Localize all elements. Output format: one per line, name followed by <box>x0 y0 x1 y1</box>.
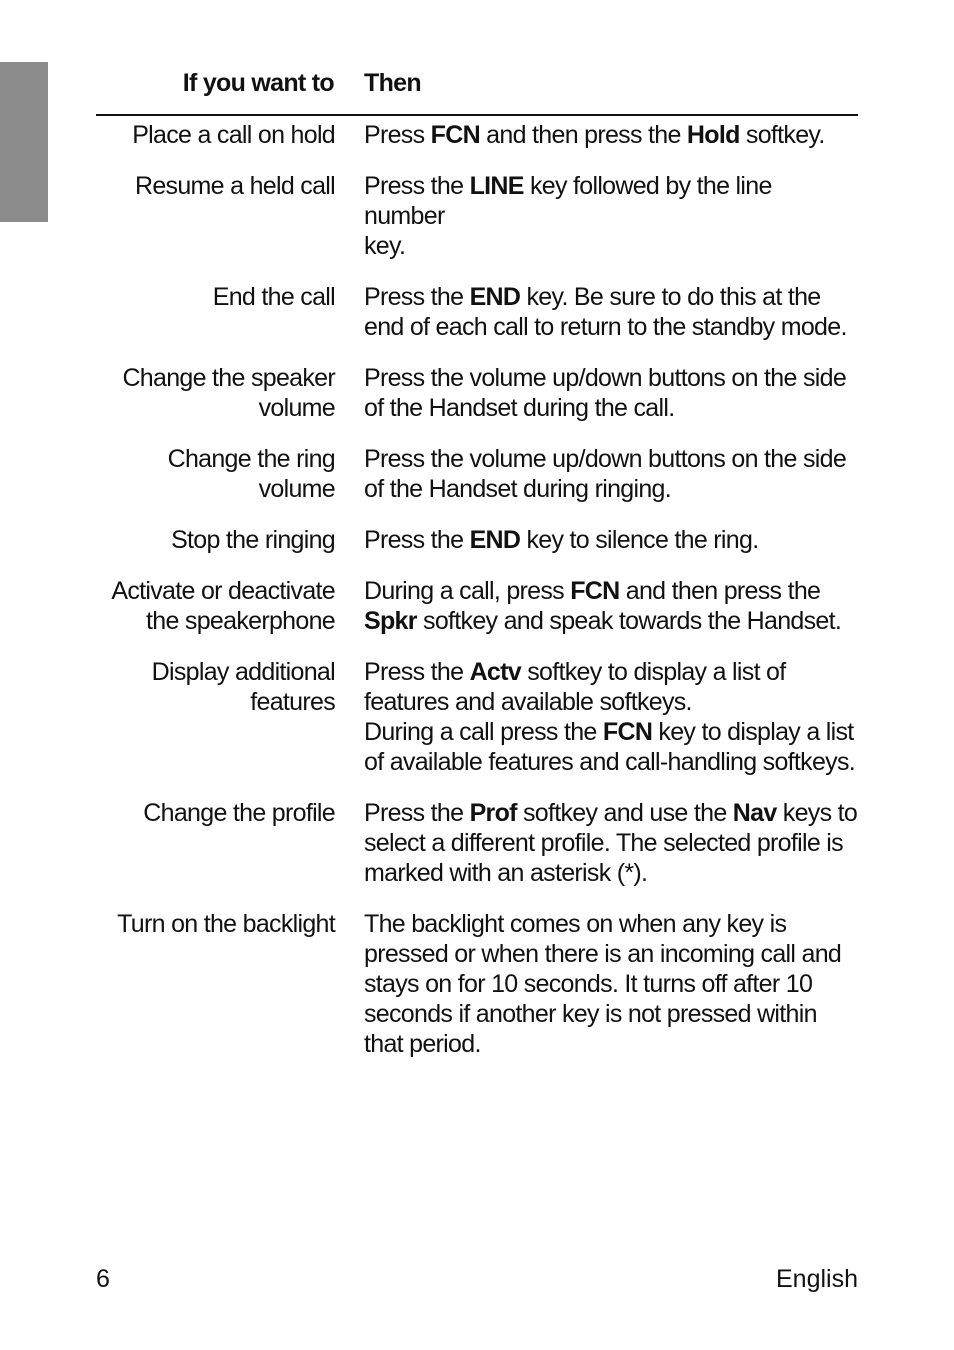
action-cell: Change the speaker volume <box>122 364 335 422</box>
action-cell: End the call <box>212 283 335 311</box>
key-name: LINE <box>469 172 524 200</box>
instruction-cell <box>364 120 858 150</box>
table-row <box>96 282 858 342</box>
action-cell: Display additional features <box>151 658 335 716</box>
instruction-cell <box>364 282 858 342</box>
instruction-text: Press the <box>364 658 470 686</box>
table-row <box>96 657 858 777</box>
instruction-cell <box>364 576 858 636</box>
instruction-text: softkey to display a list of features and available softkeys. During a call press the <box>364 658 786 746</box>
key-name: END <box>469 526 521 554</box>
instruction-table <box>96 120 858 1080</box>
key-name: Nav <box>732 799 777 827</box>
key-name: Spkr <box>364 607 417 635</box>
instruction-text: Press the <box>364 283 470 311</box>
table-row <box>96 525 858 555</box>
key-name: Prof <box>469 799 517 827</box>
instruction-text: Press the volume up/down buttons on the side of the Handset during ringing. <box>364 445 847 503</box>
instruction-text: key followed by the line number key. <box>364 172 772 260</box>
instruction-text: key. Be sure to do this at the end of each call to return to the standby mode. <box>364 283 847 341</box>
instruction-text: Press the volume up/down buttons on the side of the Handset during the call. <box>364 364 847 422</box>
instruction-cell <box>364 363 858 423</box>
table-row <box>96 120 858 150</box>
action-cell: Resume a held call <box>134 172 335 200</box>
action-cell: Stop the ringing <box>171 526 335 554</box>
instruction-text: softkey and speak towards the Handset. <box>416 607 842 635</box>
instruction-text: Press <box>364 121 431 149</box>
instruction-text: Press the <box>364 799 470 827</box>
key-name: Actv <box>469 658 521 686</box>
key-name: FCN <box>602 718 653 746</box>
table-row <box>96 909 858 1059</box>
table-row <box>96 798 858 888</box>
key-name: Hold <box>686 121 740 149</box>
instruction-text: Press the <box>364 526 470 554</box>
table-header <box>96 64 858 116</box>
instruction-cell <box>364 798 858 888</box>
instruction-text: The backlight comes on when any key is pressed or when there is an incoming call and stays on for 10 seconds. It turns off after 10 seconds if another key is not pressed within that period. <box>364 910 842 1058</box>
instruction-cell <box>364 657 858 777</box>
instruction-text: key to display a list of available features and call-handling softkeys. <box>364 718 856 776</box>
key-name: FCN <box>430 121 480 149</box>
instruction-cell <box>364 444 858 504</box>
section-tab-marker <box>0 62 48 222</box>
action-cell: Place a call on hold <box>132 121 335 149</box>
table-row <box>96 171 858 261</box>
action-cell: Turn on the backlight <box>117 910 335 938</box>
action-cell: Change the ring volume <box>167 445 335 503</box>
instruction-text: softkey. <box>739 121 825 149</box>
action-cell: Activate or deactivate the speakerphone <box>111 577 335 635</box>
instruction-text: and then press the <box>625 577 821 605</box>
instruction-text: key to silence the ring. <box>520 526 759 554</box>
instruction-text: keys to select a different profile. The selected profile is marked with an asterisk (*). <box>364 799 858 887</box>
header-then: Then <box>364 69 421 97</box>
instruction-cell <box>364 909 858 1059</box>
table-row <box>96 576 858 636</box>
header-if-you-want-to: If you want to <box>182 69 334 97</box>
instruction-text: and then press the <box>479 121 687 149</box>
page-number: 6 <box>96 1265 110 1293</box>
instruction-cell <box>364 525 858 555</box>
table-row <box>96 363 858 423</box>
table-row <box>96 444 858 504</box>
instruction-text: Press the <box>364 172 470 200</box>
page-language: English <box>776 1265 858 1293</box>
key-name: END <box>469 283 521 311</box>
instruction-cell <box>364 171 858 261</box>
instruction-text: During a call, press <box>364 577 571 605</box>
action-cell: Change the profile <box>143 799 335 827</box>
instruction-text: softkey and use the <box>516 799 733 827</box>
key-name: FCN <box>570 577 620 605</box>
